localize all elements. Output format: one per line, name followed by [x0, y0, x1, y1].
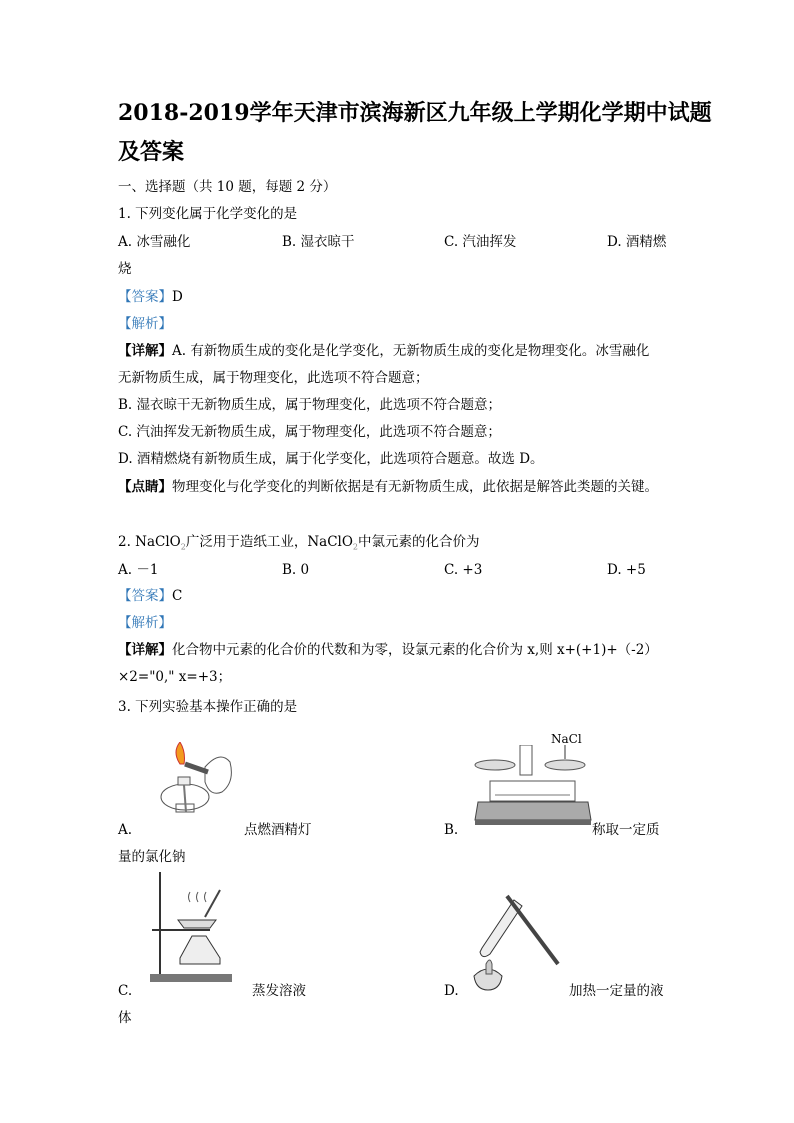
answer-tag: 【答案】: [118, 588, 172, 604]
q1-option-d: D. 酒精燃: [607, 234, 667, 250]
q1-option-c: C. 汽油挥发: [444, 234, 517, 250]
detail-tag: 【详解】: [118, 343, 172, 359]
balance-figure: [470, 745, 595, 827]
q2-detail-line: ×2="0," x=+3；: [118, 669, 232, 685]
q3-option-a-letter: A.: [118, 822, 133, 838]
q1-detail-line: C. 汽油挥发无新物质生成，属于物理变化，此选项不符合题意；: [118, 424, 501, 440]
q3-option-b-text: 称取一定质: [592, 822, 660, 838]
answer-tag: 【答案】: [118, 289, 172, 305]
q2-stem: 2. NaClO$_2$广泛用于造纸工业，NaClO$_2$中氯元素的化合价为: [118, 534, 480, 552]
q1-answer: D: [172, 289, 183, 305]
q2-option-d: D. +5: [607, 562, 646, 578]
test-tube-heating-figure: [462, 888, 572, 1000]
doc-title-cont: 及答案: [118, 139, 185, 165]
analysis-tag: 【解析】: [118, 615, 172, 631]
q1-option-d-wrap: 烧: [118, 261, 132, 277]
q3-option-d-wrap: 体: [118, 1010, 132, 1026]
q2-option-c: C. +3: [444, 562, 483, 578]
nacl-label: NaCl: [551, 732, 582, 746]
q3-option-b-letter: B.: [444, 822, 459, 838]
q1-comment: 物理变化与化学变化的判断依据是有无新物质生成，此依据是解答此类题的关键。: [172, 479, 658, 495]
q1-stem: 1. 下列变化属于化学变化的是: [118, 206, 298, 222]
q2-option-a: A. －1: [118, 562, 159, 578]
evaporation-figure: [150, 872, 240, 984]
q2-option-b: B. 0: [282, 562, 310, 578]
q3-option-c-text: 蒸发溶液: [252, 983, 306, 999]
analysis-tag: 【解析】: [118, 316, 172, 332]
q3-option-d-letter: D.: [444, 983, 459, 999]
alcohol-lamp-lighting-figure: [150, 742, 240, 822]
doc-title: 2018-2019学年天津市滨海新区九年级上学期化学期中试题: [118, 100, 712, 126]
q1-detail-line: A. 有新物质生成的变化是化学变化，无新物质生成的变化是物理变化。冰雪融化: [172, 343, 650, 359]
detail-tag: 【详解】: [118, 642, 172, 658]
comment-tag: 【点睛】: [118, 479, 172, 495]
q2-detail-line: 化合物中元素的化合价的代数和为零，设氯元素的化合价为 x,则 x+(+1)+（-2）: [172, 642, 658, 658]
q3-stem: 3. 下列实验基本操作正确的是: [118, 699, 298, 715]
section-heading: 一、选择题（共 10 题，每题 2 分）: [118, 179, 337, 195]
q1-detail-line: B. 湿衣晾干无新物质生成，属于物理变化，此选项不符合题意；: [118, 397, 502, 413]
q3-option-a-text: 点燃酒精灯: [244, 822, 312, 838]
q1-option-b: B. 湿衣晾干: [282, 234, 355, 250]
q1-detail-line: D. 酒精燃烧有新物质生成，属于化学变化，此选项符合题意。故选 D。: [118, 451, 544, 467]
q2-answer: C: [172, 588, 183, 604]
q1-detail-line: 无新物质生成，属于物理变化，此选项不符合题意；: [118, 370, 429, 386]
q3-option-c-letter: C.: [118, 983, 133, 999]
q3-option-d-text: 加热一定量的液: [569, 983, 664, 999]
q3-option-b-wrap: 量的氯化钠: [118, 849, 186, 865]
q1-option-a: A. 冰雪融化: [118, 234, 191, 250]
